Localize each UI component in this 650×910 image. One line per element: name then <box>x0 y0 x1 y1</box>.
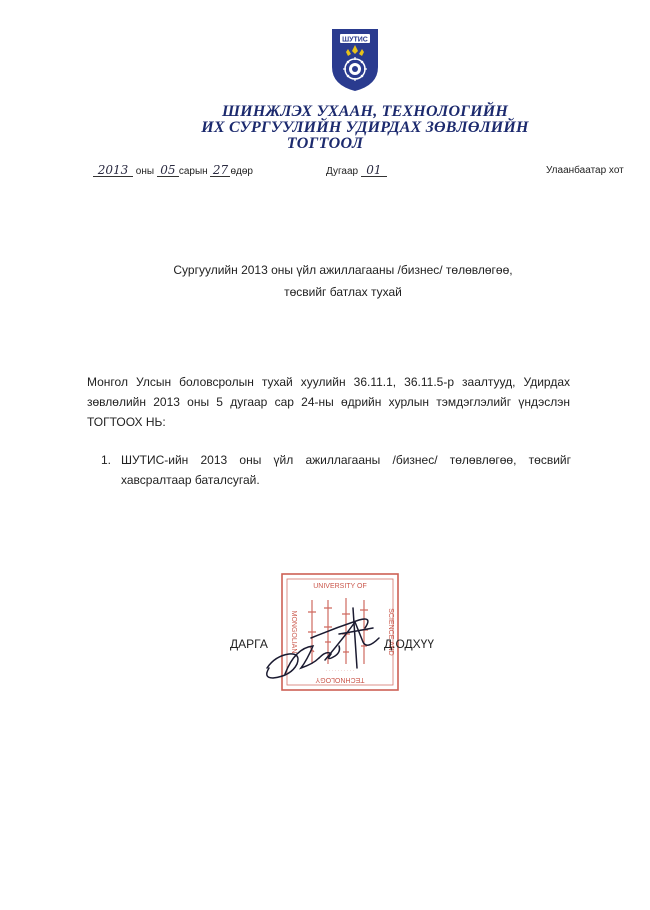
list-item-number: 1. <box>101 453 112 467</box>
stamp-right-text: SCIENCE AND <box>387 608 394 656</box>
date-year: 2013 <box>93 165 133 177</box>
date-day: 27 <box>210 165 230 177</box>
number-value: 01 <box>361 165 387 177</box>
document-city: Улаанбаатар хот <box>546 165 624 176</box>
date-month-label: сарын <box>178 166 208 177</box>
stamp-top-text: UNIVERSITY OF <box>313 583 367 590</box>
title-line-2: төсвийг батлах тухай <box>284 285 402 299</box>
date-year-label: оны <box>135 166 155 177</box>
header-line-3: ТОГТООЛ <box>286 135 364 152</box>
list-item <box>101 450 571 490</box>
stamp-bottom-text: TECHNOLOGY <box>315 676 365 683</box>
date-day-label: өдөр <box>230 166 253 177</box>
signature-right-label: Д.ОДХҮҮ <box>384 637 435 651</box>
date-month: 05 <box>157 165 179 177</box>
signature-left-label: ДАРГА <box>230 637 268 651</box>
university-logo <box>330 27 380 93</box>
header-line-2: ИХ СУРГУУЛИЙН УДИРДАХ ЗӨВЛӨЛИЙН <box>201 119 529 136</box>
title-line-1: Сургуулийн 2013 оны үйл ажиллагааны /бизнес/ төлөвлөгөө, <box>173 263 513 277</box>
document-number <box>326 165 387 177</box>
list-item-text: ШУТИС-ийн 2013 оны үйл ажиллагааны /бизнес/ төлөвлөгөө, төсвийг хавсралтаар баталсугай. <box>121 453 571 487</box>
organization-header <box>0 104 650 152</box>
document-title <box>0 259 650 303</box>
handwritten-signature <box>255 598 390 683</box>
body-paragraph: Монгол Улсын боловсролын тухай хуулийн 36.11.1, 36.11.5-р заалтууд, Удирдах зөвлөлийн 2013 оны 5 дугаар сар 24-ны өдрийн хурлын тэмдэглэлийг үндэслэн ТОГТООХ НЬ: <box>87 375 570 429</box>
document-date <box>93 165 253 177</box>
logo-text: ШУТИС <box>342 36 368 44</box>
stamp-left-text: MONGOLIAN <box>290 610 297 654</box>
svg-text:· · · · · · · · · ·: · · · · · · · · · · <box>325 668 355 674</box>
number-label: Дугаар <box>326 166 359 177</box>
header-line-1: ШИНЖЛЭХ УХААН, ТЕХНОЛОГИЙН <box>221 103 509 120</box>
